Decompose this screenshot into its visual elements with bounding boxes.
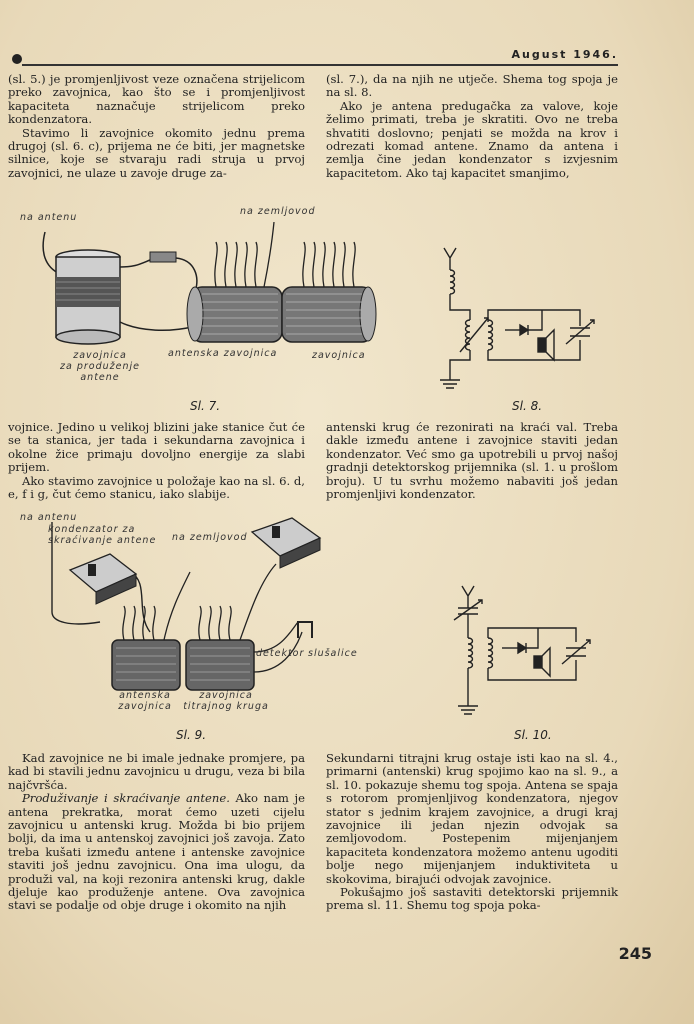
label-to-ground: na zemljovod	[172, 532, 248, 543]
label-line: zavojnica	[73, 350, 127, 361]
label-detector: detektor	[256, 648, 305, 659]
section-heading: Produživanje i skraćivanje antene.	[22, 791, 230, 806]
caption-fig7: Sl. 7.	[190, 399, 221, 413]
label-line: za produženje	[60, 361, 140, 372]
header-rule	[22, 64, 618, 66]
text-block-mid-right	[326, 421, 618, 501]
paragraph: Kad zavojnice ne bi imale jednake promjere, pa kad bi stavili jednu zavojnicu u drugu, veza bi bila najčvršća.	[8, 751, 305, 792]
caption-fig10: Sl. 10.	[514, 728, 552, 742]
text-block-bottom-right	[326, 752, 618, 913]
text-block-bottom-left	[8, 752, 305, 913]
page-number: 245	[618, 944, 652, 963]
label-line: zavojnica	[118, 701, 172, 712]
schematic-fig8	[430, 240, 600, 390]
paragraph-body: Ako nam je antena prekratka, morat ćemo uzeti cijelu zavojnicu u antenski krug. Možda bi bio prijem bolji, da ima u antenskoj zavojnici još zavoja. Zato treba kušati između antene i antenske zavojnice staviti još jednu zavojnicu. Ona ima ulogu, da produži val, na koji rezonira antenski krug, dakle djeluje kao produženje antene. Ova zavojnica stavi se podalje od obje druge i okomito na njih	[8, 791, 305, 913]
text-block-mid-left	[8, 421, 305, 501]
coil-illustration-fig7	[20, 222, 390, 352]
label-antenna-coil	[110, 690, 180, 712]
paragraph	[8, 792, 305, 913]
label-coil: zavojnica	[312, 350, 366, 361]
caption-fig8: Sl. 8.	[512, 399, 543, 413]
paragraph: antenski krug će rezonirati na kraći val. Treba dakle između antene i zavojnice staviti jedan kondenzator. Već smo ga upotrebili u prvoj našoj gradnji detektorskog prijemnika (sl. 1. u prošlom broju). U tu svrhu možemo nabaviti još jedan promjenljivi kondenzator.	[326, 420, 618, 502]
text-block-top-right	[326, 73, 618, 180]
paragraph: Stavimo li zavojnice okomito jednu prema drugoj (sl. 6. c), prijema ne će biti, jer magnetske silnice, koje se stvaraju radi struja u prvoj zavojnici, ne ulaze u zavoje druge za-	[8, 125, 305, 180]
paragraph: Ako je antena predugačka za valove, koje želimo primati, treba je skratiti. Ovo ne treba shvatiti doslovno; penjati se možda na krov i odrezati komad antene. Znamo da antena i zemlja čine jedan kondenzator s izvjesnim kapacitetom. Ako taj kapacitet smanjimo,	[326, 98, 618, 180]
schematic-fig10	[440, 580, 600, 720]
coil-illustration-fig9	[40, 512, 370, 692]
label-to-antenna: na antenu	[20, 212, 78, 223]
page-header	[12, 48, 618, 66]
label-headphones: slušalice	[308, 648, 358, 659]
label-extension-coil	[60, 350, 140, 383]
label-line: kondenzator za	[48, 524, 136, 535]
label-antenna-coil: antenska zavojnica	[168, 348, 278, 359]
label-line: zavojnica	[199, 690, 253, 701]
issue-date: August 1946.	[511, 48, 618, 61]
paragraph: (sl. 7.), da na njih ne utječe. Shema tog spoja je na sl. 8.	[326, 72, 618, 100]
label-tank-coil	[176, 690, 276, 712]
label-line: skraćivanje antene	[48, 535, 157, 546]
label-line: titrajnog kruga	[183, 701, 269, 712]
paragraph: (sl. 5.) je promjenljivost veze označena strijelicom preko zavojnica, kao što se i promjenljivost kapaciteta naznačuje strijelicom preko kondenzatora.	[8, 72, 305, 127]
label-line: antene	[80, 372, 120, 383]
label-to-ground: na zemljovod	[240, 206, 316, 217]
paragraph: vojnice. Jedino u velikoj blizini jake stanice čut će se ta stanica, jer tada i sekundarna zavojnica i okolne žice primaju dovoljno energije za slabi prijem.	[8, 420, 305, 475]
paragraph: Sekundarni titrajni krug ostaje isti kao na sl. 4., primarni (antenski) krug spojimo kao na sl. 9., a sl. 10. pokazuje shemu tog spoja. Antena se spaja s rotorom promjenljivog kondenzatora, njegov stator s jednim krajem zavojnice, a drugi kraj zavojnice ili jedan njezin odvojak sa zemljovodom. Postepenim mijenjanjem kapaciteta kondenzatora možemo antenu ugoditi bolje nego mijenjanjem induktiviteta u skokovima, birajući odvojak zavojnice.	[326, 751, 618, 886]
label-to-antenna: na antenu	[20, 512, 78, 523]
paragraph: Pokušajmo još sastaviti detektorski prijemnik prema sl. 11. Shemu tog spoja poka-	[326, 885, 618, 913]
paragraph: Ako stavimo zavojnice u položaje kao na sl. 6. d, e, f i g, čut ćemo stanicu, iako slabije.	[8, 473, 305, 502]
text-block-top-left	[8, 73, 305, 180]
label-line: antenska	[119, 690, 171, 701]
bullet-dot	[12, 54, 22, 64]
caption-fig9: Sl. 9.	[176, 728, 207, 742]
